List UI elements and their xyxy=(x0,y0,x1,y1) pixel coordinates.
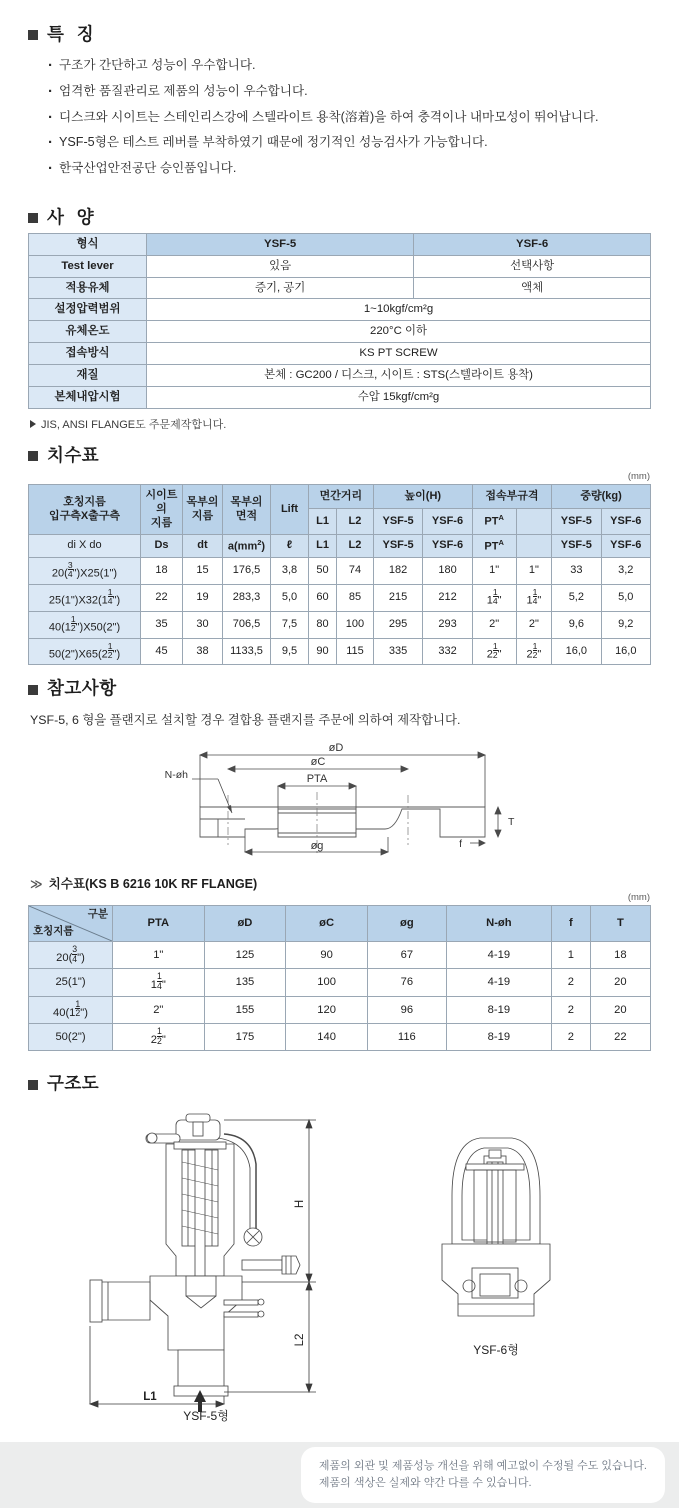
dims-pt6: 2 $\frac{1}{2}$ " xyxy=(516,638,552,665)
dims-h5: 182 xyxy=(373,557,422,584)
spec-title: 사 양 xyxy=(47,206,98,227)
flange-pta: 2 $\frac{1}{2}$ " xyxy=(113,1024,205,1051)
dims-subheader-pt-blank xyxy=(516,508,552,534)
flange-c: 100 xyxy=(286,969,368,996)
ysf5-valve-drawing xyxy=(90,1114,300,1396)
flange-d: 125 xyxy=(204,941,286,968)
flange-header-pta: PTA xyxy=(113,905,205,941)
flange-c: 90 xyxy=(286,941,368,968)
table-row-model xyxy=(29,234,651,256)
table-row xyxy=(29,255,651,277)
flange-nh: 8-19 xyxy=(446,996,551,1023)
flange-unit-label: (mm) xyxy=(627,891,650,903)
spec-model-ysf5: YSF-5 xyxy=(147,234,414,256)
flange-g: 76 xyxy=(367,969,446,996)
footer-disclaimer xyxy=(301,1447,665,1503)
dims-h6: 212 xyxy=(423,584,472,611)
dims-h5: 335 xyxy=(373,638,422,665)
table-row xyxy=(29,386,651,408)
list-item: · 디스크와 시이트는 스테인리스강에 스텔라이트 용착(溶着)을 하여 충격이나 내마모성이 뛰어납니다. xyxy=(48,108,651,126)
dims-lift: 5,0 xyxy=(271,584,309,611)
flange-d: 155 xyxy=(204,996,286,1023)
table-row xyxy=(29,638,651,665)
dims-subheader-h-ysf6: YSF-6 xyxy=(423,508,472,534)
square-bullet-icon xyxy=(28,1080,38,1090)
dims-sub-l2: L2 xyxy=(337,534,374,557)
dims-l2: 74 xyxy=(337,557,374,584)
spec-value-merged: 220°C 이하 xyxy=(147,321,651,343)
flange-pta: 1" xyxy=(113,941,205,968)
dims-pt6: 1" xyxy=(516,557,552,584)
dims-sub-h5: YSF-5 xyxy=(373,534,422,557)
flange-d: 175 xyxy=(204,1024,286,1051)
dims-ds: 35 xyxy=(141,611,183,638)
section-heading-structure xyxy=(28,1073,651,1093)
dims-w6: 9,2 xyxy=(601,611,650,638)
structure-diagram-svg xyxy=(28,1104,651,1424)
dims-h5: 295 xyxy=(373,611,422,638)
dim-label-l2: L2 xyxy=(294,1333,306,1346)
spec-value-merged: 1~10kgf/cm²g xyxy=(147,299,651,321)
dims-title: 치수표 xyxy=(47,444,100,465)
flange-row-name: 50(2") xyxy=(29,1024,113,1051)
dims-w5: 16,0 xyxy=(552,638,601,665)
flange-table-caption xyxy=(30,873,651,892)
dims-subheader-pt: $PT^A$ xyxy=(472,508,516,534)
dims-pt6: 2" xyxy=(516,611,552,638)
flange-header-t: T xyxy=(590,905,650,941)
flange-pta: 1 $\frac{1}{4}$ " xyxy=(113,969,205,996)
dims-sub-ds: Ds xyxy=(141,534,183,557)
dims-dt: 38 xyxy=(183,638,223,665)
ysf6-valve-drawing xyxy=(442,1138,550,1316)
flange-corner-cell xyxy=(29,905,113,941)
flange-nh: 4-19 xyxy=(446,941,551,968)
dims-h5: 215 xyxy=(373,584,422,611)
dims-dt: 15 xyxy=(183,557,223,584)
dims-subheader-w-ysf5: YSF-5 xyxy=(552,508,601,534)
dims-header-lift: Lift xyxy=(271,484,309,534)
dims-area: 1133,5 xyxy=(223,638,271,665)
flange-header-c: øC xyxy=(286,905,368,941)
flange-header-g: øg xyxy=(367,905,446,941)
flange-c: 140 xyxy=(286,1024,368,1051)
flange-dimension-table xyxy=(28,905,651,1052)
dims-ds: 22 xyxy=(141,584,183,611)
table-row xyxy=(29,343,651,365)
dims-sub-h6: YSF-6 xyxy=(423,534,472,557)
dims-l1: 90 xyxy=(309,638,337,665)
square-bullet-icon xyxy=(28,213,38,223)
dims-w5: 5,2 xyxy=(552,584,601,611)
page-footer xyxy=(0,1442,679,1508)
dims-pt5: 2 $\frac{1}{2}$ " xyxy=(472,638,516,665)
flange-cross-section-svg xyxy=(140,737,540,867)
dims-sub-pt: $PT^A$ xyxy=(472,534,516,557)
dims-unit-label: (mm) xyxy=(627,470,650,482)
flange-label-pta: PTA xyxy=(306,772,327,785)
flange-t: 20 xyxy=(590,969,650,996)
dims-l2: 100 xyxy=(337,611,374,638)
dims-lift: 9,5 xyxy=(271,638,309,665)
table-subheader-row-2 xyxy=(29,534,651,557)
list-item: · 한국산업안전공단 승인품입니다. xyxy=(48,159,651,177)
square-bullet-icon xyxy=(28,451,38,461)
specification-table xyxy=(28,233,651,409)
dims-sub-area: $a(mm^2)$ xyxy=(223,534,271,557)
dims-header-weight: 중량(kg) xyxy=(552,484,651,508)
spec-row-label: 설정압력범위 xyxy=(29,299,147,321)
structure-caption-ysf6: YSF-6형 xyxy=(473,1342,519,1357)
spec-row-label: 본체내압시험 xyxy=(29,386,147,408)
spec-value-ysf5: 증기, 공기 xyxy=(147,277,414,299)
square-bullet-icon xyxy=(28,685,38,695)
flange-t: 22 xyxy=(590,1024,650,1051)
square-bullet-icon xyxy=(28,30,38,40)
list-item: · 엄격한 품질관리로 제품의 성능이 우수합니다. xyxy=(48,82,651,100)
dims-lift: 7,5 xyxy=(271,611,309,638)
dims-area: 706,5 xyxy=(223,611,271,638)
dims-subheader-w-ysf6: YSF-6 xyxy=(601,508,650,534)
dims-l2: 115 xyxy=(337,638,374,665)
section-heading-dims xyxy=(28,445,651,465)
section-heading-features xyxy=(28,24,651,44)
features-list xyxy=(28,56,651,177)
flange-drawing xyxy=(28,737,651,867)
flange-g: 116 xyxy=(367,1024,446,1051)
dims-ds: 45 xyxy=(141,638,183,665)
reference-text: YSF-5, 6 형을 플랜지로 설치할 경우 결합용 플랜지를 주문에 의하여 제작합니다. xyxy=(30,712,461,727)
dims-w5: 9,6 xyxy=(552,611,601,638)
dims-subheader-l2: L2 xyxy=(337,508,374,534)
spec-note-text: JIS, ANSI FLANGE도 주문제작합니다. xyxy=(41,418,227,431)
flange-f: 1 xyxy=(551,941,590,968)
dim-label-h: H xyxy=(294,1199,306,1208)
dims-pt6: 1 $\frac{1}{4}$ " xyxy=(516,584,552,611)
chevron-right-icon: ≫ xyxy=(30,876,43,891)
list-item: · 구조가 간단하고 성능이 우수합니다. xyxy=(48,56,651,74)
dims-subheader-l1: L1 xyxy=(309,508,337,534)
flange-f: 2 xyxy=(551,1024,590,1051)
spec-value-ysf5: 있음 xyxy=(147,255,414,277)
flange-corner-top-label: 구분 xyxy=(87,907,108,920)
flange-corner-bottom-label: 호칭지름 xyxy=(33,925,74,938)
spec-model-ysf6: YSF-6 xyxy=(414,234,651,256)
table-row xyxy=(29,584,651,611)
table-row xyxy=(29,1024,651,1051)
dims-header-seat-dia: 시이트의 지름 xyxy=(141,484,183,534)
spec-value-merged: 수압 15kgf/cm²g xyxy=(147,386,651,408)
dims-l1: 60 xyxy=(309,584,337,611)
dims-header-face-to-face: 면간거리 xyxy=(309,484,374,508)
dims-w5: 33 xyxy=(552,557,601,584)
dims-l1: 50 xyxy=(309,557,337,584)
spec-row-label: 접속방식 xyxy=(29,343,147,365)
spec-note xyxy=(30,416,651,432)
dims-w6: 5,0 xyxy=(601,584,650,611)
dims-w6: 16,0 xyxy=(601,638,650,665)
table-row xyxy=(29,277,651,299)
flange-t: 20 xyxy=(590,996,650,1023)
dims-w6: 3,2 xyxy=(601,557,650,584)
dims-sub-w6: YSF-6 xyxy=(601,534,650,557)
footer-line-1: 제품의 외관 및 제품성능 개선을 위해 예고없이 수정될 수도 있습니다. xyxy=(318,1459,647,1472)
section-heading-reference xyxy=(28,678,651,698)
dims-sub-di-do: di X do xyxy=(29,534,141,557)
structure-diagrams xyxy=(28,1104,651,1424)
table-row xyxy=(29,611,651,638)
spec-row-label: 재질 xyxy=(29,364,147,386)
flange-header-d: øD xyxy=(204,905,286,941)
structure-caption-ysf5: YSF-5형 xyxy=(183,1408,229,1423)
flange-label-bolt-circle: øC xyxy=(310,755,325,768)
dims-dt: 19 xyxy=(183,584,223,611)
dims-lift: 3,8 xyxy=(271,557,309,584)
dims-pt5: 2" xyxy=(472,611,516,638)
dims-sub-dt: dt xyxy=(183,534,223,557)
flange-row-name: 40(1 $\frac{1}{2}$ ") xyxy=(29,996,113,1023)
dims-header-throat-area: 목부의 면적 xyxy=(223,484,271,534)
footer-line-2: 제품의 색상은 실제와 약간 다를 수 있습니다. xyxy=(318,1476,532,1489)
spec-value-ysf6: 선택사항 xyxy=(414,255,651,277)
features-title: 특 징 xyxy=(47,24,98,44)
dimension-table xyxy=(28,484,651,666)
flange-nh: 8-19 xyxy=(446,1024,551,1051)
spec-row-label: 형식 xyxy=(29,234,147,256)
section-heading-spec xyxy=(28,207,651,227)
dim-label-l1: L1 xyxy=(143,1390,157,1403)
flange-d: 135 xyxy=(204,969,286,996)
flange-f: 2 xyxy=(551,969,590,996)
dims-sub-l1: L1 xyxy=(309,534,337,557)
dims-row-name: 25(1")X32(1 $\frac{1}{4}$ ") xyxy=(29,584,141,611)
spec-row-label: 적용유체 xyxy=(29,277,147,299)
structure-title: 구조도 xyxy=(47,1073,100,1094)
dims-h6: 293 xyxy=(423,611,472,638)
dims-l2: 85 xyxy=(337,584,374,611)
dims-pt5: 1 $\frac{1}{4}$ " xyxy=(472,584,516,611)
dims-area: 176,5 xyxy=(223,557,271,584)
dims-l1: 80 xyxy=(309,611,337,638)
flange-label-raised-face: øg xyxy=(310,839,323,852)
dims-area: 283,3 xyxy=(223,584,271,611)
dims-ds: 18 xyxy=(141,557,183,584)
table-row xyxy=(29,321,651,343)
table-row xyxy=(29,996,651,1023)
table-row xyxy=(29,364,651,386)
spec-value-ysf6: 액체 xyxy=(414,277,651,299)
flange-t: 18 xyxy=(590,941,650,968)
spec-row-label: 유체온도 xyxy=(29,321,147,343)
dims-dt: 30 xyxy=(183,611,223,638)
dims-header-height: 높이(H) xyxy=(373,484,472,508)
dims-header-connection: 접속부규격 xyxy=(472,484,551,508)
triangle-bullet-icon xyxy=(30,420,36,428)
table-row xyxy=(29,969,651,996)
dims-row-name: 40(1 $\frac{1}{2}$ ")X50(2") xyxy=(29,611,141,638)
reference-title: 참고사항 xyxy=(47,678,117,699)
dims-h6: 332 xyxy=(423,638,472,665)
dims-h6: 180 xyxy=(423,557,472,584)
dims-header-nominal: 호칭지름 입구측X출구측 xyxy=(29,484,141,534)
flange-header-nh: N-øh xyxy=(446,905,551,941)
table-header-row xyxy=(29,905,651,941)
dims-pt5: 1" xyxy=(472,557,516,584)
table-header-row xyxy=(29,484,651,508)
dims-sub-lift-symbol: ℓ xyxy=(271,534,309,557)
flange-g: 67 xyxy=(367,941,446,968)
flange-c: 120 xyxy=(286,996,368,1023)
dims-subheader-h-ysf5: YSF-5 xyxy=(373,508,422,534)
table-row xyxy=(29,299,651,321)
flange-label-thickness: T xyxy=(507,815,514,828)
spec-value-merged: 본체 : GC200 / 디스크, 시이트 : STS(스텔라이트 용착) xyxy=(147,364,651,386)
table-row xyxy=(29,557,651,584)
flange-label-face-height: f xyxy=(458,837,462,850)
list-item: · YSF-5형은 테스트 레버를 부착하였기 때문에 정기적인 성능검사가 가능합니다. xyxy=(48,133,651,151)
dims-sub-w5: YSF-5 xyxy=(552,534,601,557)
table-row xyxy=(29,941,651,968)
flange-g: 96 xyxy=(367,996,446,1023)
dims-row-name: 20( $\frac{3}{4}$ ")X25(1") xyxy=(29,557,141,584)
flange-label-bolt-holes: N-øh xyxy=(164,768,188,781)
flange-label-outer-diameter: øD xyxy=(328,741,343,754)
dims-row-name: 50(2")X65(2 $\frac{1}{2}$ ") xyxy=(29,638,141,665)
flange-pta: 2" xyxy=(113,996,205,1023)
spec-row-label: Test lever xyxy=(29,255,147,277)
dims-sub-pt-blank xyxy=(516,534,552,557)
flange-f: 2 xyxy=(551,996,590,1023)
flange-row-name: 20( $\frac{3}{4}$ ") xyxy=(29,941,113,968)
flange-header-f: f xyxy=(551,905,590,941)
flange-table-caption-text: 치수표(KS B 6216 10K RF FLANGE) xyxy=(48,876,258,891)
flange-row-name: 25(1") xyxy=(29,969,113,996)
dims-header-throat-dia: 목부의 지름 xyxy=(183,484,223,534)
spec-value-merged: KS PT SCREW xyxy=(147,343,651,365)
flange-nh: 4-19 xyxy=(446,969,551,996)
